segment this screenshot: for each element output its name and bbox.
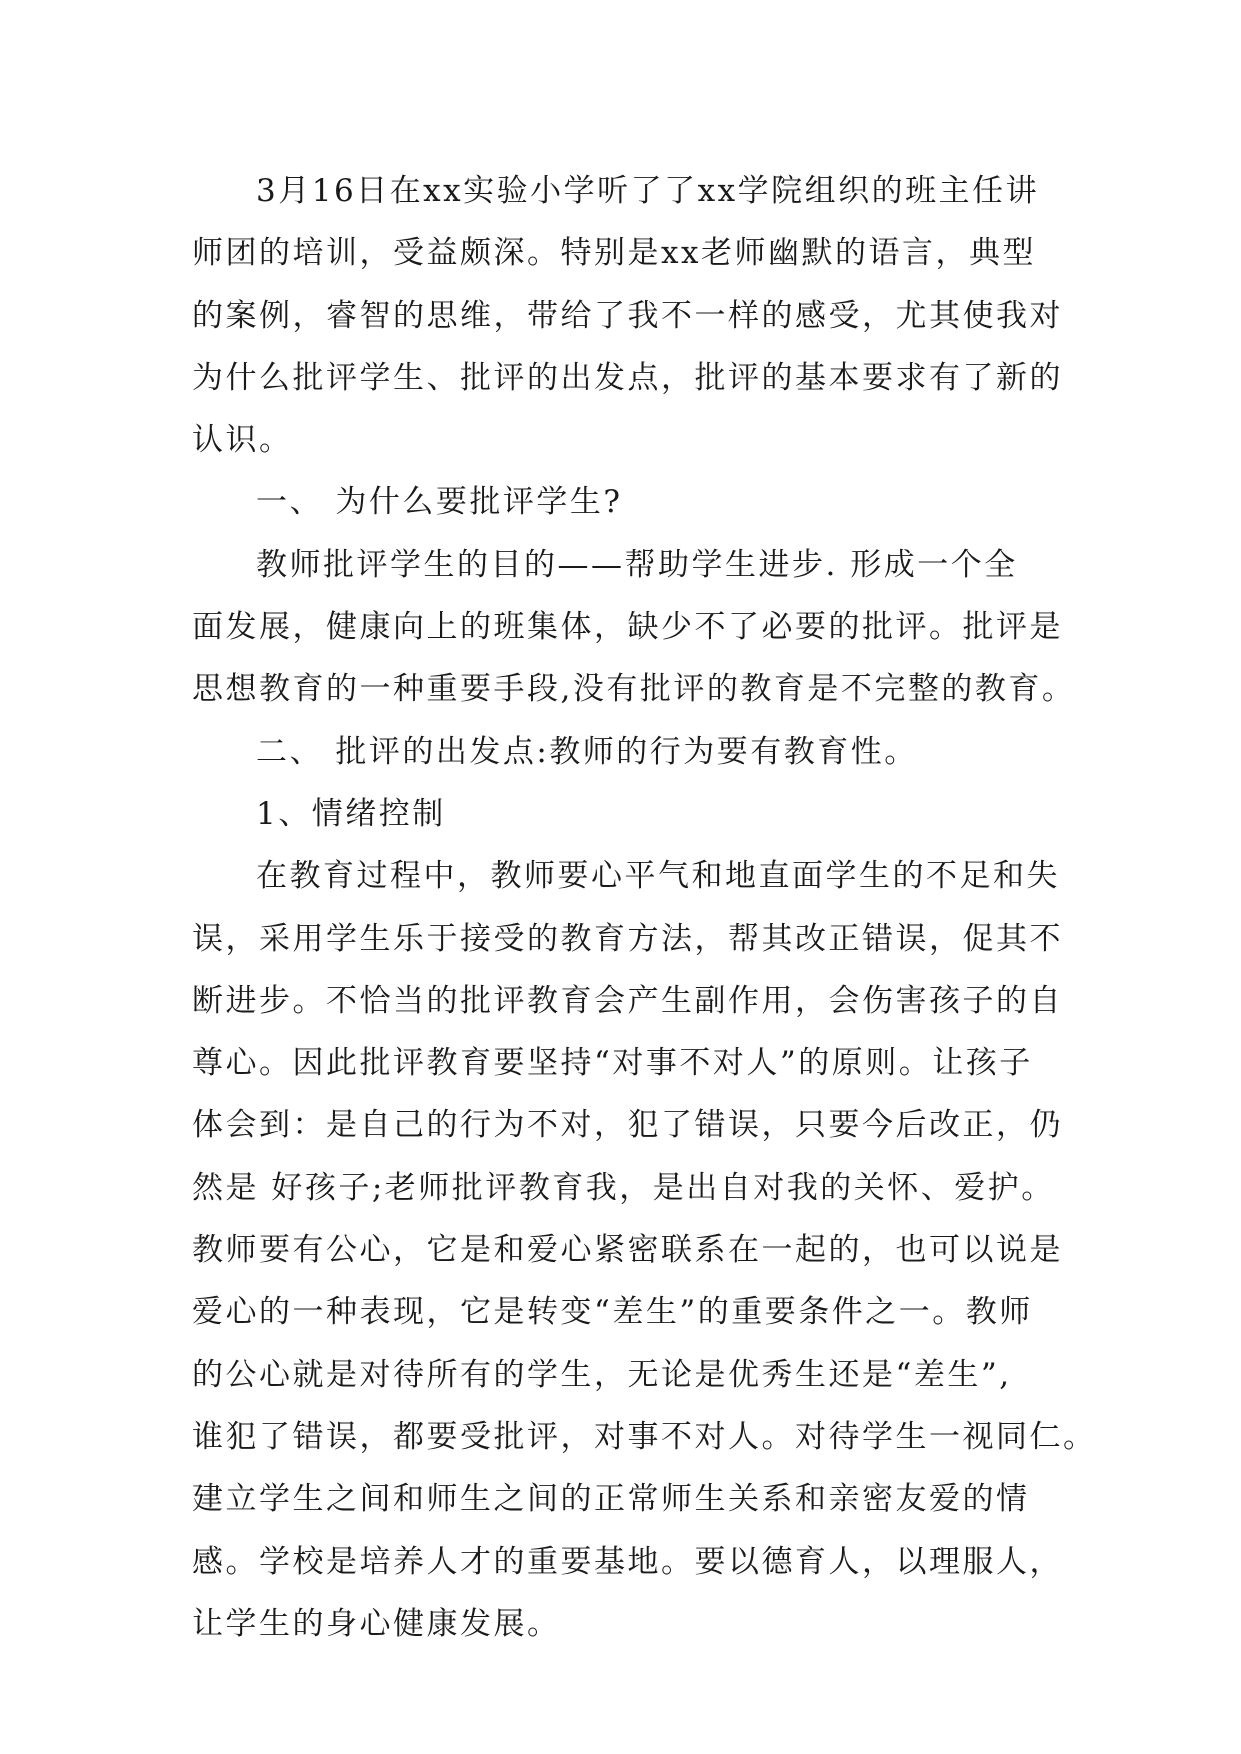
- subsection-heading-1: 1、情绪控制: [256, 795, 446, 832]
- text-line: 然是 好孩子;老师批评教育我，是出自对我的关怀、爱护。: [192, 1169, 1055, 1206]
- text-line: 在教育过程中，教师要心平气和地直面学生的不足和失: [256, 858, 1060, 895]
- text-line: 为什么批评学生、批评的出发点，批评的基本要求有了新的: [192, 359, 1063, 396]
- section-heading-2: 二、 批评的出发点:教师的行为要有教育性。: [256, 733, 918, 770]
- text-line: 体会到：是自己的行为不对，犯了错误，只要今后改正，仍: [192, 1107, 1063, 1144]
- text-line: 谁犯了错误，都要受批评，对事不对人。对待学生一视同仁。: [192, 1418, 1097, 1455]
- text-line: 的案例，睿智的思维，带给了我不一样的感受，尤其使我对: [192, 297, 1063, 334]
- text-line: 师团的培训，受益颇深。特别是xx老师幽默的语言，典型: [192, 235, 1036, 272]
- section-heading-1: 一、 为什么要批评学生?: [256, 484, 623, 521]
- text-line: 教师批评学生的目的——帮助学生进步. 形成一个全: [256, 546, 1018, 583]
- text-line: 的公心就是对待所有的学生，无论是优秀生还是“差生”,: [192, 1356, 1012, 1393]
- text-line: 让学生的身心健康发展。: [192, 1605, 561, 1642]
- document-body: [192, 160, 1097, 1655]
- text-line: 爱心的一种表现，它是转变“差生”的重要条件之一。教师: [192, 1294, 1033, 1331]
- text-line: 3月16日在xx实验小学听了了xx学院组织的班主任讲: [256, 173, 1040, 209]
- text-line: 尊心。因此批评教育要坚持“对事不对人”的原则。让孩子: [192, 1045, 1033, 1082]
- text-line: 认识。: [192, 422, 293, 459]
- text-line: 感。学校是培养人才的重要基地。要以德育人，以理服人，: [192, 1543, 1063, 1580]
- text-line: 断进步。不恰当的批评教育会产生副作用，会伤害孩子的自: [192, 982, 1063, 1019]
- text-line: 教师要有公心，它是和爱心紧密联系在一起的，也可以说是: [192, 1232, 1063, 1269]
- text-line: 误，采用学生乐于接受的教育方法，帮其改正错误，促其不: [192, 920, 1063, 957]
- text-line: 思想教育的一种重要手段,没有批评的教育是不完整的教育。: [192, 671, 1076, 708]
- text-line: 建立学生之间和师生之间的正常师生关系和亲密友爱的情: [192, 1481, 1030, 1518]
- text-line: 面发展，健康向上的班集体，缺少不了必要的批评。批评是: [192, 609, 1063, 646]
